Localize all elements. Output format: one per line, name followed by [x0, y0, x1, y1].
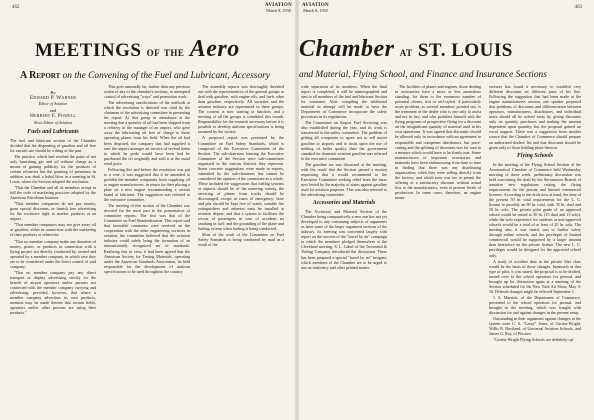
article-subtitle-right: and Material, Flying School, and Finance and Insurance Sections	[299, 70, 547, 80]
section-heading-flying-schools: Flying Schools	[517, 152, 553, 159]
paragraph: "That no member company pay any direct transport or display advertising strictly for the benefit of airport operators and/or persons not connected with the member company carrying and advertising, provided, however, that where a member company advertises its own products, mention may be made therein that certain fields, operators and/or other persons are using their products."	[10, 269, 96, 316]
paragraph: facturer has found it necessary to establish very different discounts on different parts of his line. Following the suggestion that had been made at the engine manufacturers session, one speaker proposed that problems of discounts and differentiation between operators, manufacturers, distributors, and individual users should all be solved away by giving discounts only on quantity purchases and making the amount dependent upon quantity; but the proposal gained no vocal support. There was a suggestion from another source that the Chamber of Commerce should prepare an authorized dealers' list and that discounts should be given only to those holding place thereon.	[489, 84, 581, 150]
title-part-aero: Aero	[189, 36, 240, 62]
paragraph: Outstanding in their arguments against changes in the system were C. S. "Casey" Jones, of Curtiss-Wright, Willis B. Haviland, of Universal Aviation Schools, and James G. Ray, of Pitcairn.	[489, 316, 581, 337]
column-5	[395, 84, 481, 414]
paragraph: The Committee on Airport Fuel Servicing was also established during the year, and its work is transferred to the safety committee. The problem of getting all companies to agree not to sell motor gasoline to airports and to insist upon the use of nothing of better quality than the government standard for domestic aviation gasoline was referred to the executive committee.	[301, 120, 387, 161]
byline-and: and	[49, 107, 57, 113]
title-part-st-louis: ST. LOUIS	[417, 40, 513, 61]
paragraph: The gasoline tax was discussed at the meeting, with the result that the Section passed a motion requesting that it would recommend to the Executive Committee seeking relief from the taxes now levied by the majority of states against gasoline used for aviation purposes. This was also referred to the advertising committee.	[301, 161, 387, 197]
section-heading-fuels: Fuels and Lubricants	[27, 128, 79, 135]
section-heading-accessories: Accessories and Materials	[312, 200, 376, 207]
paragraph: J. S. Marriott, of the Department of Commerce, presented to the school operators for perusal, and brought in the meeting, which was fraught with discussion for and against changes in the present setup.	[489, 294, 581, 316]
paragraph: The practice, which had reached the point of not only furnishing gas and oil without charge as a means of gaining publicity for the products of certain refineries but the granting of premiums in addition was dealt a lethal blow in a meeting in St. Louis, where the Section adopted the resolution:	[10, 153, 96, 184]
right-page	[297, 0, 594, 420]
title-part-chamber: Chamber	[299, 36, 395, 62]
column-4	[301, 84, 387, 414]
paragraph: The facilities of planes and engines, those dealing in accessories have a more or less anomalous standing, for them to the enormous number of potential clients, real or self-styled. A particularly acute problem, as several members pointed out, is the treatment of the dealer who is one only to assist and not in fact, and who prohibits himself with the flying programs of prospective flying for a discount on the insignificant quantity of material used in his own operations. It was agreed that discounts should be allowed only in accordance with an agreement to responsible and competent distributors, but price-cutting and the splitting of discounts was for sure to a menace which would have to be firmly met. Some manufacturers of important accessories and materials have been embarrassing from time to time in finding that there was any distributing organization, when they were selling directly from the factory; and which men was too to permit the offering of a satisfactory discount without actual loss to the manufacturers, even at present levels of production. In some cases, therefore, an engine manu-	[395, 84, 481, 201]
title-part-of-the: of the	[146, 44, 185, 59]
paragraph: The meeting of this section of the Chamber was devoted for the most part to the presentation of committee reports. The first was that of the Committee on Fuel Standardization. This report said that favorable comments were received on the cooperation with the other engineering societies in aviation, the committee believed that the aviation industry could safely bring the formation of an internationally recognized set of standards. Realizing this in view, it had been agreed that the American Society for Testing Materials, operating under the American Standards Association, be held responsible for the development of uniform specifications to be used throughout the country.	[104, 203, 190, 274]
paragraph: "That member companies do not pay money, grant special discounts, or furnish free advertising for the exclusive right to market products at an airport.	[10, 201, 96, 222]
paragraph: wide separation of its members. When the final report is completed, it will be mimeographed and sent to all members of the fuel and lubricant Section for comment. After compiling the additional material as attempt will be made to have the Department of Commerce incorporate the safety provisions in its regulations.	[301, 84, 387, 120]
paragraph: Following this and before the resolution was put to a vote, it was suggested that it be amended to prohibit the member companies from supplying oil to engine manufacturers, in return for their placing a plate on a new engine recommending a certain brand of lubricant. The suggestion was referred to the executive committee.	[104, 166, 190, 203]
paragraph: The advertising ramifications of the methods at which the resolution is directed was cited by the chairman of the advertising committee in presenting his report. At that group in attendance at the meeting that a quantity of oil had been shipped from a refinery to the manager of an airport, who gave away the lubricating oil free of charge to those operating planes from his field. When the oil had been disposed, the company that had supplied it sent the airport manager an invoice of several items to which he pride would have been had he purchased the oil originally and sold it at the usual retail price.	[104, 100, 190, 166]
paragraph: The Accessory and Material Section of the Chamber being comparatively a new one has not yet developed to any continuing subjects of arguments as have some of the larger organized sections of the industry. Its meeting was concerned largely with report on the success of the "travel by air" campaign to which the members pledged themselves at the Cleveland meeting. S. L. Gabel of the Townsend & Tinling Company introduced the discussion. There has been prepared a special "travel by air" insignia, which members of the Chamber are to be urged to use on stationery and other printed matter.	[301, 209, 387, 270]
paragraph: This goes unusually far, further than any previous action of any of the chamber's sections, in attempted control of advertising "ways" and promotion work.	[104, 84, 190, 100]
title-part-meetings: MEETINGS	[35, 40, 142, 61]
subtitle-lead: A Report	[20, 70, 61, 81]
author-powell: Herbert F. Powell	[30, 113, 76, 120]
page-number-left: 462	[12, 5, 20, 10]
paragraph: The fuel and lubricant section of the Chamber decided that the dispensing of gasoline and oil free for aircraft use should be a thing of the past.	[10, 137, 96, 153]
paragraph: "That no member company make any donation of money, prizes, or products in connection with a flying project not directly conducted by, owned and operated by a member company, in which case they are to be considered under the direct control of said company.	[10, 238, 96, 269]
paragraph: In the meeting of the Flying School Section of the Aeronautical Chamber of Commerce held Wednesday morning of these week, preliminary discussion was held concerning the draft by the Aeronautics Branch of tentative new regulations raising the flying requirements for the private and limited commercial licenses. According to the draft now at hand, the time of the present 50 hr. total requirements for the L. C. license to possibly an 80 hr. total, with 35 hr. dual and 50 hr. solo. The private pilot grade of an approved school would be raised to 50 hr. (15 dual and 15 solo), while the solo experience for students at non-approved schools would be a total of at least of 25 hr. solo. The meeting also, it was stated, was to further safety through airline schools, and the privileges of limited commercial would be supported by a larger amount than heretofore on the private license. The new L. C. privileges would be designed for the approved school only.	[489, 161, 581, 258]
header-date-left: March 8, 1930	[266, 8, 291, 13]
article-title-left	[35, 36, 240, 63]
paragraph: A proposed report was presented by the Committee on Fuel Safety Standards, which is composed of the Executive Committee of the Section. The sub-chairmen forming the Executive Committee of the Section were sub-committees organized in the various districts they represent. Some concrete suggestions were made in reports, submitted by the sub-chairmen, but cannot be considered the opinion of the committee as a whole. These included the suggestions that fueling systems at airports should be of the metering variety, the servicing of planes from trucks should be discouraged, except in cases of emergency; hose and pits should be kept free of water; suitable fire extinguishers and asbestos mats be installed at aviation depots; and that a system to facilitate the rescue of passengers in case of accident; no smoking in fuel; and the grounding of the plane and fueling system when fueling is being conducted.	[198, 135, 284, 232]
paragraph: The assembly reports was thoroughly threshed out with the representatives of the general groups to deal with gasoline, with engine oils, and fuels other than gasoline, respectively. All societies and the aviation industry are represented in these groups. The consent is now starting to function, and a meeting of all the groups is scheduled this month. Responsibility for the research necessary before it is possible to develop uniform specifications is being assumed by the society.	[198, 84, 284, 135]
column-3	[198, 84, 284, 414]
paragraph: "That member companies may not give away oil or gasoline, either in connection with the marketing of their products or otherwise.	[10, 222, 96, 238]
page-number-right: 463	[574, 5, 582, 10]
header-date-right: March 8, 1930	[303, 8, 328, 13]
author-warner: Edward P. Warner	[29, 94, 77, 101]
column-6	[489, 84, 581, 414]
byline-by: By	[50, 90, 56, 95]
header-magazine-right: AVIATION	[302, 3, 329, 8]
article-subtitle-left	[20, 70, 270, 81]
article-title-right	[299, 36, 513, 63]
paragraph: A study of accident data in the private flier class would be the basis of these changes. Inasmuch as that type of pilot, it was stated, the proposal is to be drafted, turned over to the school operators for perusal, and brought up for discussion again at a meeting of the Section scheduled for the New York Air Show, May 3-16. Definite changes might be effected September 1.	[489, 258, 581, 294]
author-powell-title: News Editor of Aviation	[33, 119, 73, 125]
paragraph: "Curtiss-Wright Flying Schools are definitely op-	[493, 337, 574, 343]
byline	[10, 90, 96, 126]
paragraph: Most of the work of the Committee on Fuel Safety Standards is being conducted by mail as a result of the	[198, 232, 284, 248]
running-header-right	[302, 3, 329, 13]
header-magazine-left: AVIATION	[265, 3, 292, 8]
author-warner-title: Editor of Aviation	[38, 101, 68, 107]
running-header-left	[265, 3, 292, 13]
paragraph: "That the Chamber and all its members accept in full the code of marketing practices adopted by the American Petroleum Institute.	[10, 185, 96, 201]
column-1	[10, 84, 96, 414]
column-2	[104, 84, 190, 414]
subtitle-text-left: on the Convening of the Fuel and Lubricant, Accessory	[62, 71, 270, 81]
title-part-at: at	[399, 44, 413, 59]
